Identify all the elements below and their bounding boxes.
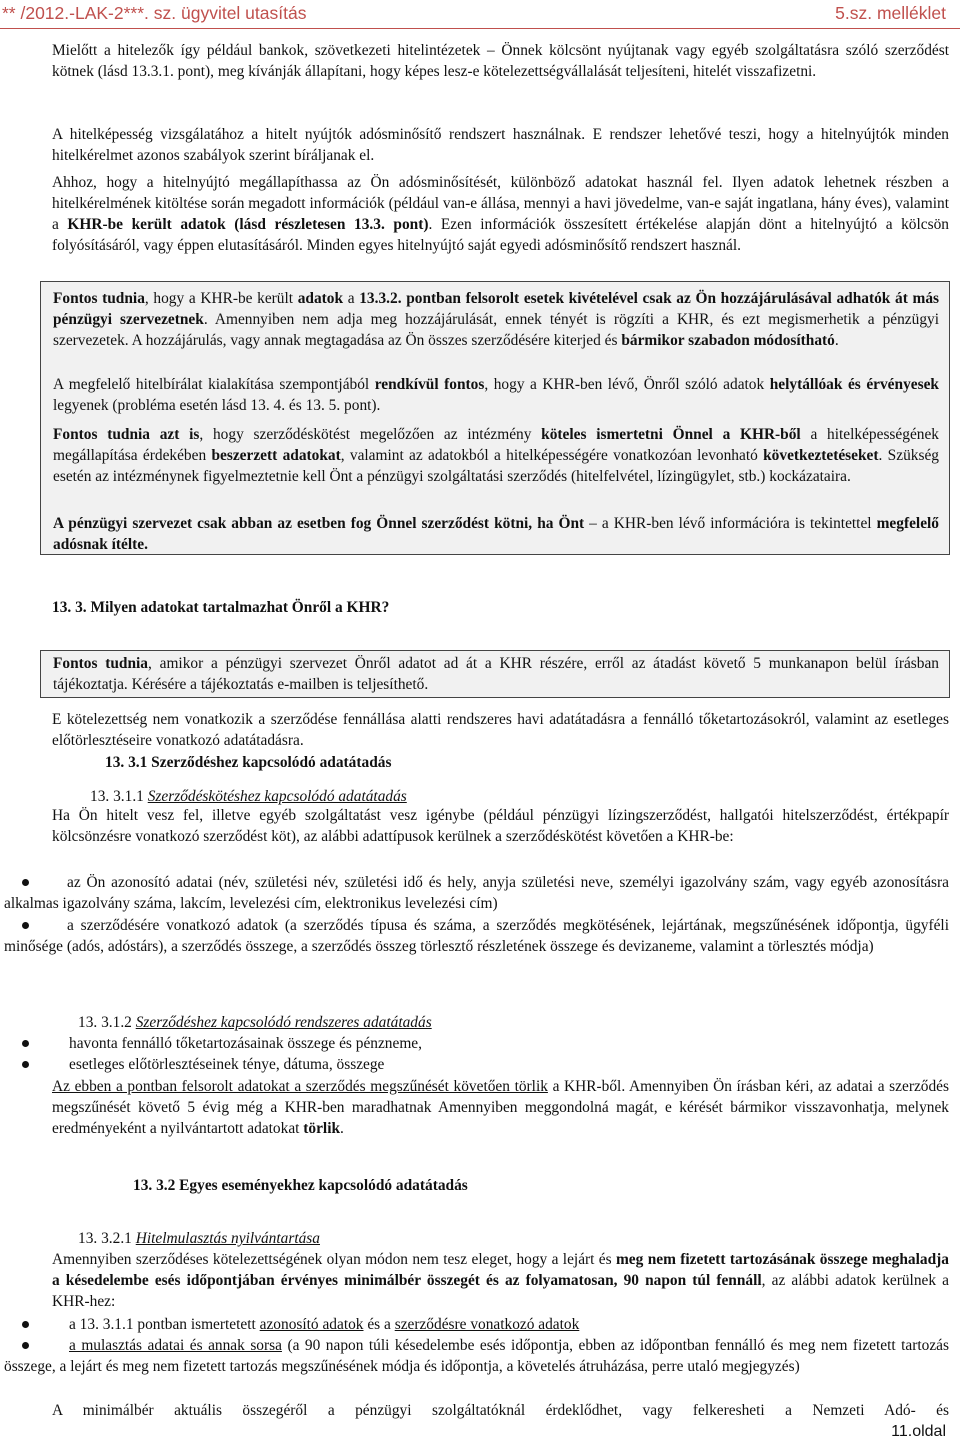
text-span: . Ezen információk összesített értékelése alapján dönt a hitelnyújtó a kölcsön folyósításáról, vagy éppen elutasításáról. Minden egyes hitelnyújtó saját egyedi adósminősítő rendszert használ. [52,216,949,254]
heading-title: Szerződéshez kapcsolódó rendszeres adatátadás [135,1014,432,1031]
notice-contract-condition [53,513,939,555]
paragraph-minimum-wage: A minimálbér aktuális összegéről a pénzügyi szolgáltatóknál érdeklődhet, vagy felkeresheti a Nemzeti Adó- és [52,1402,949,1419]
section-heading-13-3-1-1 [90,786,407,807]
bullet-marker [22,1061,29,1068]
text-span: , valamint az adatokból a hitelképességére vonatkozóan levonható [340,447,764,464]
bullet-contract-data: a szerződésére vonatkozó adatok (a szerződés típusa és száma, a szerződés megkötésének, lejártának, megszűnésének időpontja, ügyféli minősége (adós, adóstárs), a szerződés összege, a szerződés összeg törlesztő részletének összege és devizaneme, valamint a törlesztés módja) [4,917,949,955]
text-bold: Fontos tudnia azt is [53,426,200,443]
heading-number: 13. 3.1.1 [90,788,148,805]
text-bold: megfelelő adósnak ítélte. [53,515,939,553]
text-span: . [340,1120,344,1137]
paragraph-contract-data: Ha Ön hitelt vesz fel, illetve egyéb szolgáltatást vesz igénybe (például pénzügyi lízingszerződést, hallgatói hitelszerződést, értékpapír kölcsönzésre vonatkozó szerződést köt), az alábbi adattípusok kerülnek a szerződéskötést követően a KHR-be: [52,807,949,845]
text-bold: bármikor szabadon módosítható [621,332,835,349]
paragraph-creditworthiness: A hitelképesség vizsgálatához a hitelt nyújtók adósminősítő rendszert használnak. E rendszer lehetővé teszi, hogy a hitelnyújtók minden hitelkérelmet azonos szabályok szerint bíráljanak el. [52,126,949,164]
header-attachment-label: 5.sz. melléklet [835,3,946,23]
heading-title: Hitelmulasztás nyilvántartása [135,1230,320,1247]
text-span: , hogy a KHR-ben lévő, Önről szóló adatok [484,376,770,393]
text-span: és a [363,1316,395,1333]
text-underlined: azonosító adatok [259,1316,364,1333]
text-bold: helytállóak és érvényesek [769,376,939,393]
text-bold: következtetéseket [763,447,879,464]
notice-transfer [53,653,939,695]
text-span: , hogy a KHR-be került [144,290,298,307]
paragraph-deletion [52,1076,949,1139]
paragraph-intro: Mielőtt a hitelezők így például bankok, szövetkezeti hitelintézetek – Önnek kölcsönt nyújtanak vagy egyéb szolgáltatásra szóló szerződést kötnek (lásd 13.3.1. pont), meg kívánják állapítani, hogy képes lesz-e kötelezettségvállalását teljesíteni, hitelét visszafizetni. [52,42,949,80]
text-span: a KHR-ből. Amennyiben Ön írásban kéri, az adatai a szerződés megszűnését követő 5 évig még a KHR-ben maradhatnak Amennyiben meggondolná magát, e kérését bármikor visszavonhatja, melynek eredményeként a nyilvántartott adatokat [52,1078,949,1137]
paragraph-obligation-exception: E kötelezettség nem vonatkozik a szerződése fennállása alatti rendszeres havi adatátadásra a fennálló tőketartozásokról, valamint az esetleges előtörlesztéseire vonatkozó adatátadásra. [52,711,949,749]
text-bold: meg nem fizetett tartozásának összege meghaladja a késedelembe esés időpontjában érvényes minimálbér összegét és az folyamatosan, 90 napon túl fennáll [52,1251,949,1289]
text-underlined: szerződésre vonatkozó adatok [394,1316,580,1333]
notice-box [40,281,950,555]
notice-disclosure [53,424,939,487]
section-heading-13-3-2: 13. 3.2 Egyes eseményekhez kapcsolódó adatátadás [133,1177,468,1194]
text-underlined: a mulasztás adatai és annak sorsa [69,1337,282,1354]
heading-title: Szerződéskötéshez kapcsolódó adatátadás [147,788,407,805]
text-span: , amikor a pénzügyi szervezet Önről adatot ad át a KHR részére, erről az átadást követő 5 munkanapon belül írásban tájékoztatja. Kérésére a tájékoztatás e-mailben is teljesíthető. [53,655,940,693]
bullet-default-data [4,1335,949,1377]
section-heading-13-3-1: 13. 3.1 Szerződéshez kapcsolódó adatátadás [105,754,392,771]
heading-number: 13. 3.2.1 [78,1230,136,1247]
text-bold: A pénzügyi szervezet csak abban az esetben fog Önnel szerződést kötni, ha Önt [53,515,585,532]
bullet-identity-data: az Ön azonosító adatai (név, születési név, születési idő és hely, anyja születési neve, személyi igazolvány szám, vagy egyéb azonosításra alkalmas igazolvány száma, lakcím, levelezési cím, elektronikus levelezési cím) [4,874,949,912]
text-span: . Amennyiben nem adja meg hozzájárulását, ennek tényét is rögzíti a KHR, és ezt megismerhetik a pénzügyi szervezetek. A hozzájárulás, vagy annak megtagadása az Ön összes szerződésére kiterjed és [53,311,939,349]
text-span: a hitelképességének megállapítása érdekében [53,426,939,464]
bullet-registered-data [69,1314,579,1335]
text-span: – a KHR-ben lévő információra is tekintettel [584,515,877,532]
bullet-marker [22,1040,29,1047]
notice-data-validity [53,374,939,416]
header-divider [0,28,960,29]
text-bold: Fontos tudnia [53,655,149,672]
bullet-prepayment: esetleges előtörlesztéseinek ténye, dátuma, összege [69,1056,385,1073]
text-bold: rendkívül fontos [374,376,485,393]
text-bold: Fontos tudnia [53,290,145,307]
text-bold: 13.3.2. pontban felsorolt esetek kivételével csak az Ön hozzájárulásával adhatók át más pénzügyi szervezetnek [53,290,940,328]
text-bold: KHR-be került adatok (lásd részletesen 13.3. pont) [67,216,429,233]
text-bold: adatok [297,290,344,307]
text-span: , az alábbi adatok kerülnek a KHR-hez: [52,1272,949,1310]
section-heading-13-3: 13. 3. Milyen adatokat tartalmazhat Önről a KHR? [52,599,390,616]
text-span: A megfelelő hitelbírálat kialakítása szempontjából [53,376,375,393]
text-span: a 13. 3.1.1 pontban ismertetett [69,1316,260,1333]
text-bold: köteles ismertetni Önnel a KHR-ből [541,426,801,443]
bullet-marker [22,1321,29,1328]
section-heading-13-3-2-1 [78,1228,320,1249]
paragraph-default-registration [52,1249,949,1312]
text-span: Amennyiben szerződéses kötelezettségének olyan módon nem tesz eleget, hogy a lejárt és [52,1251,616,1268]
text-span: (a 90 napon túli késedelembe esés időpontja, ebben az időpontban fennálló és meg nem fizetett tartozás összege, a lejárt és meg nem fizetett tartozás megszűnésének módja és időpontja, a követelés átruházása, perre utaló megjegyzés) [4,1337,949,1375]
text-span: a [343,290,360,307]
text-span: . [834,332,839,349]
text-span: legyenek (probléma esetén lásd 13. 4. és 13. 5. pont). [53,397,381,414]
notice-consent [53,288,939,351]
header-document-id: ** /2012.-LAK-2***. sz. ügyvitel utasítás [2,3,307,23]
page-header [0,0,960,32]
text-span: Ahhoz, hogy a hitelnyújtó megállapíthassa az Ön adósminősítését, különböző adatokat használ fel. Ilyen adatok lehetnek részben a hitelkérelmének kitöltése során megadott információk (például van-e állása, mennyi a havi jövedelme, van-e saját ingatlana, hány éves), valamint a [52,174,949,233]
text-span: . Szükség esetén az intézménynek figyelmeztetnie kell Önt a pénzügyi szolgáltatási szerződés (hitelfelvétel, lízingügylet, stb.) kockázataira. [53,447,939,485]
text-span: , hogy szerződéskötést megelőzően az intézmény [199,426,542,443]
paragraph-credit-rating [52,172,949,256]
text-bold: beszerzett adatokat [211,447,341,464]
section-heading-13-3-1-2 [78,1012,432,1033]
text-bold: törlik [303,1120,341,1137]
bullet-monthly-debt: havonta fennálló tőketartozásainak összege és pénzneme, [69,1035,422,1052]
page-number: 11.oldal [891,1423,946,1440]
notice-box-transfer [40,650,950,698]
text-underlined: Az ebben a pontban felsorolt adatokat a szerződés megszűnését követően törlik [52,1078,548,1095]
heading-number: 13. 3.1.2 [78,1014,136,1031]
